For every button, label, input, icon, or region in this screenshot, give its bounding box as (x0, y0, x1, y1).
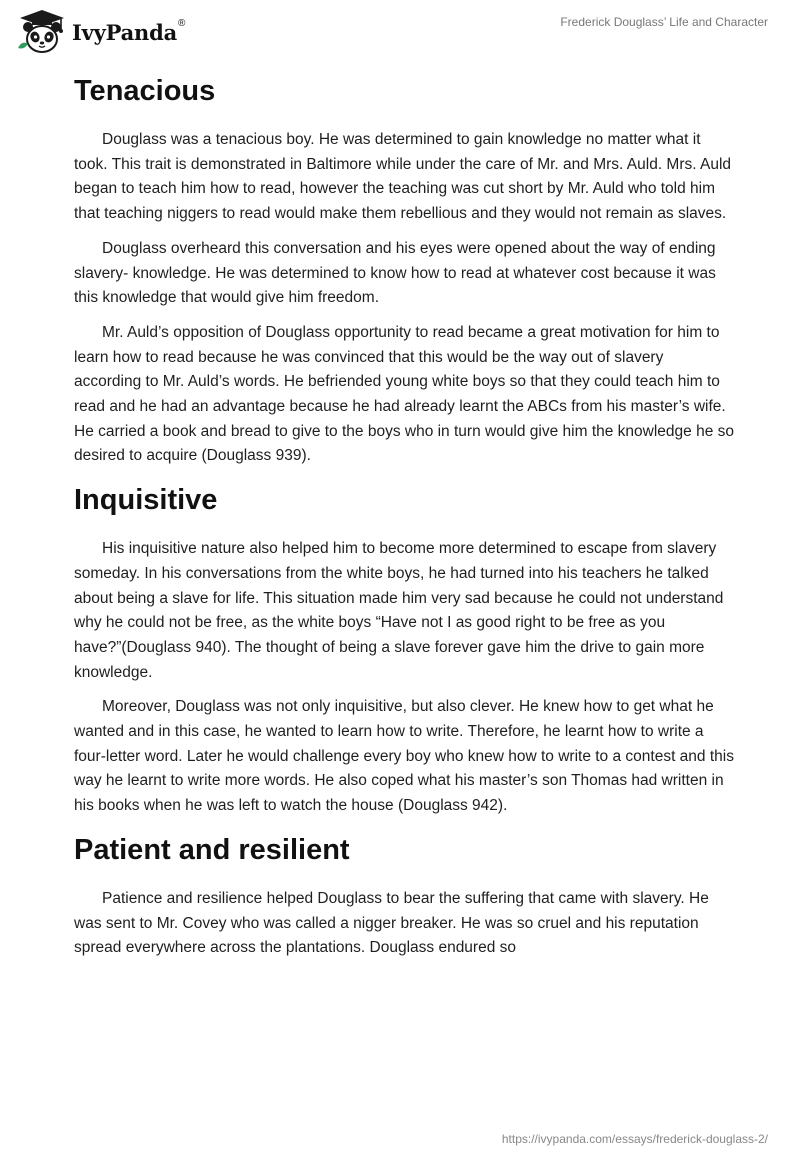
section-heading: Patient and resilient (74, 833, 350, 866)
section-patient-resilient (74, 829, 734, 961)
registered-mark: ® (178, 17, 186, 29)
brand-logo[interactable] (14, 8, 185, 56)
panda-graduate-icon (14, 8, 70, 56)
essay-content (74, 70, 734, 971)
section-heading: Inquisitive (74, 484, 218, 517)
brand-name: IvyPanda (72, 19, 178, 45)
paragraph: Douglass was a tenacious boy. He was determined to gain knowledge no matter what it took. This trait is demonstrated in Baltimore while under the care of Mr. and Mrs. Auld. Mrs. Auld began to teach him how to read, however the teaching was cut short by Mr. Auld who told him that teaching niggers to read would make them rebellious and they would not remain as slaves. (74, 131, 732, 223)
source-url[interactable]: https://ivypanda.com/essays/frederick-douglass-2/ (501, 1132, 768, 1146)
section-inquisitive (74, 479, 734, 819)
paragraph: Douglass overheard this conversation and his eyes were opened about the way of ending slavery- knowledge. He was determined to know how to read at whatever cost because it was this knowledge that would give him freedom. (74, 239, 716, 307)
section-tenacious (74, 70, 734, 469)
paragraph: Moreover, Douglass was not only inquisitive, but also clever. He knew how to get what he wanted and in this case, he wanted to learn how to write. Therefore, he learnt how to write a four-letter word. Later he would challenge every boy who knew how to write to a contest and this way he learnt to write more words. He also coped what his master’s son Thomas had written in his books when he was left to watch the house (Douglass 942). (74, 698, 734, 815)
paragraph: Mr. Auld’s opposition of Douglass opportunity to read became a great motivation for him to learn how to read because he was convinced that this would be the way out of slavery according to Mr. Auld’s words. He befriended young white boys so that they could teach him to read and he had an advantage because he had already learnt the ABCs from his master’s wife. He carried a book and bread to give to the boys who in turn would give him the knowledge he so desired to acquire (Douglass 939). (74, 323, 735, 465)
paragraph: Patience and resilience helped Douglass to bear the suffering that came with slavery. He was sent to Mr. Covey who was called a nigger breaker. He was so cruel and his reputation spread everywhere across the plantations. Douglass endured so (74, 889, 709, 957)
section-heading: Tenacious (74, 75, 216, 107)
paragraph: His inquisitive nature also helped him to become more determined to escape from slavery someday. In his conversations from the white boys, he had turned into his teachers he talked about being a slave for life. This situation made him very sad because he could not understand why he could not be free, as the white boys “Have not I as good right to be free as you have?”(Douglass 940). The thought of being a slave forever gave him the drive to gain more knowledge. (74, 540, 724, 681)
document-title: Frederick Douglass’ Life and Character (560, 15, 768, 29)
